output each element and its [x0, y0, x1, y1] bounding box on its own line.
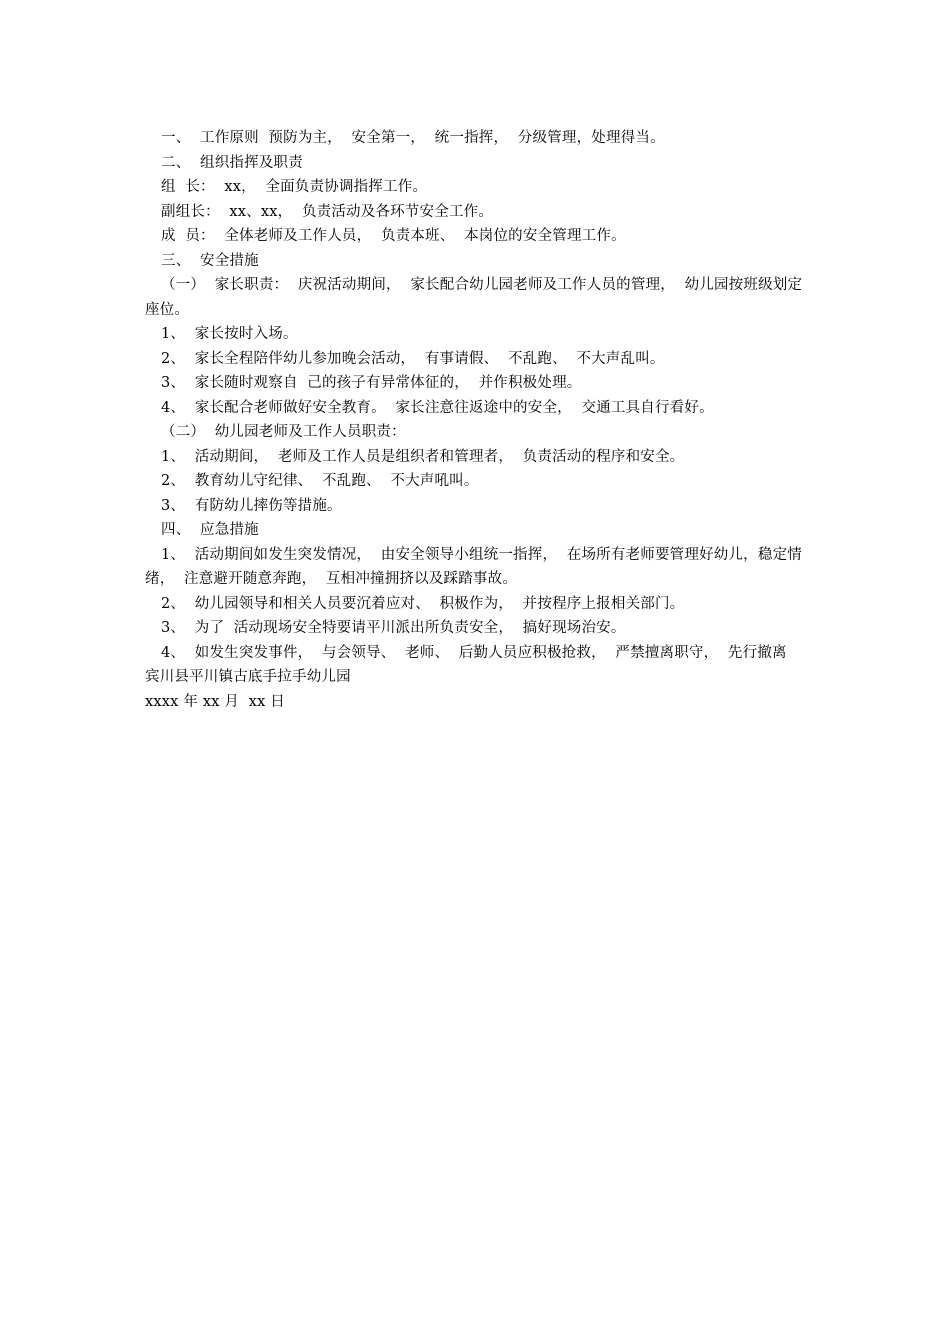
document-date: xxxx 年 xx 月 xx 日 — [145, 693, 285, 710]
parent-duties-heading: （一） 家长职责： 庆祝活动期间， 家长配合幼儿园老师及工作人员的管理， 幼儿园按班级划定座位。 — [145, 277, 803, 318]
emergency-item-3: 3、 为了 活动现场安全特要请平川派出所负责安全， 搞好现场治安。 — [161, 620, 626, 636]
staff-item-3: 3、 有防幼儿摔伤等措施。 — [161, 497, 342, 514]
staff-item-2: 2、 教育幼儿守纪律、 不乱跑、 不大声吼叫。 — [161, 473, 479, 489]
organization-name: 宾川县平川镇古底手拉手幼儿园 — [145, 669, 351, 685]
parent-item-1: 1、 家长按时入场。 — [161, 326, 298, 342]
team-leader-line: 组 长： xx， 全面负责协调指挥工作。 — [161, 179, 428, 195]
members-line: 成 员： 全体老师及工作人员， 负责本班、 本岗位的安全管理工作。 — [161, 228, 626, 244]
section-1-principle: 一、 工作原则 预防为主， 安全第一， 统一指挥， 分级管理，处理得当。 — [161, 130, 665, 146]
staff-item-1: 1、 活动期间， 老师及工作人员是组织者和管理者， 负责活动的程序和安全。 — [161, 448, 685, 465]
section-2-heading: 二、 组织指挥及职责 — [161, 154, 303, 171]
parent-item-2: 2、 家长全程陪伴幼儿参加晚会活动， 有事请假、 不乱跑、 不大声乱叫。 — [161, 350, 665, 367]
staff-duties-heading: （二） 幼儿园老师及工作人员职责： — [161, 424, 406, 440]
deputy-leader-line: 副组长： xx、xx， 负责活动及各环节安全工作。 — [161, 203, 494, 220]
section-3-heading: 三、 安全措施 — [161, 252, 259, 269]
parent-item-3: 3、 家长随时观察自 己的孩子有异常体征的， 并作积极处理。 — [161, 375, 582, 391]
emergency-item-1: 1、 活动期间如发生突发情况， 由安全领导小组统一指挥， 在场所有老师要管理好幼儿，稳定情绪， 注意避开随意奔跑， 互相冲撞拥挤以及踩踏事故。 — [145, 546, 802, 587]
parent-item-4: 4、 家长配合老师做好安全教育。 家长注意往返途中的安全， 交通工具自行看好。 — [161, 399, 714, 416]
emergency-item-4: 4、 如发生突发事件， 与会领导、 老师、 后勤人员应积极抢救， 严禁擅离职守， 先行撤离 — [161, 644, 787, 661]
document-body — [145, 126, 815, 714]
emergency-item-2: 2、 幼儿园领导和相关人员要沉着应对、 积极作为， 并按程序上报相关部门。 — [161, 595, 685, 612]
section-4-heading: 四、 应急措施 — [161, 522, 259, 538]
